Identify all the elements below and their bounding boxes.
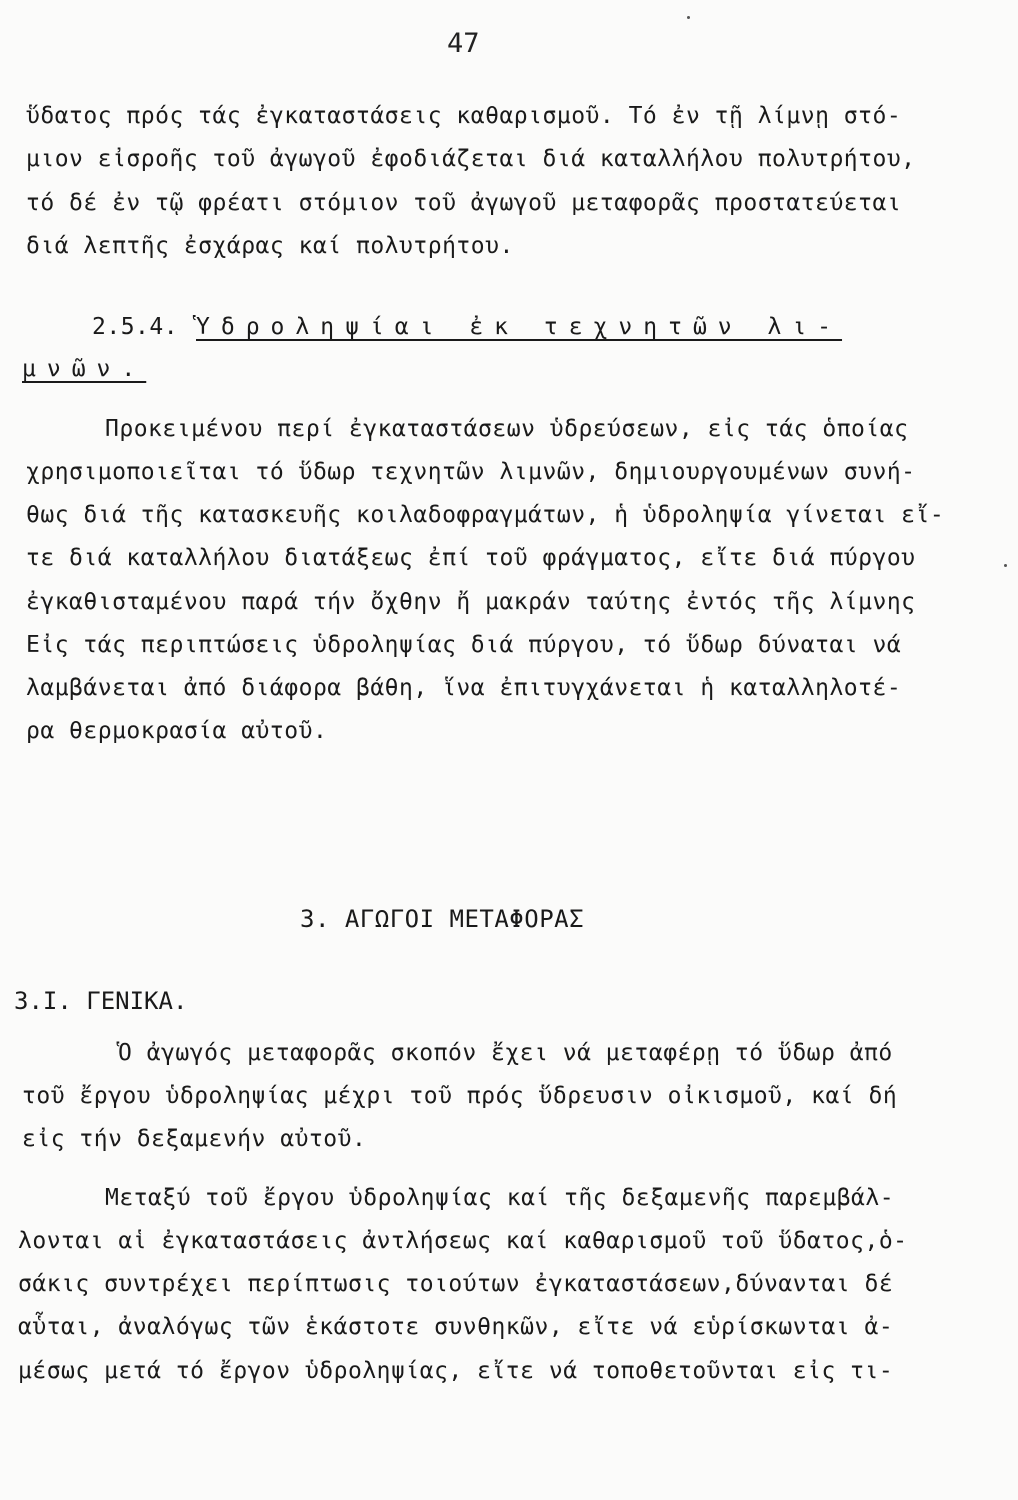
page-number: 47 xyxy=(447,28,480,59)
section-number: 2.5.4. xyxy=(92,314,179,340)
text-line: ἐγκαθισταμένου παρά τήν ὄχθην ἤ μακράν ταύτης ἐντός τῆς λίμνης xyxy=(26,589,916,615)
chapter-title: 3. ΑΓΩΓΟΙ ΜΕΤΑΦΟΡΑΣ xyxy=(300,905,585,933)
text-line: Μεταξύ τοῦ ἔργου ὑδροληψίας καί τῆς δεξαμενῆς παρεμβάλ- xyxy=(105,1185,895,1211)
text-line: θως διά τῆς κατασκευῆς κοιλαδοφραγμάτων, ἡ ὑδροληψία γίνεται εἴ- xyxy=(26,502,945,528)
text-line: διά λεπτῆς ἐσχάρας καί πολυτρήτου. xyxy=(26,233,514,259)
text-line: σάκις συντρέχει περίπτωσις τοιούτων ἐγκαταστάσεων,δύνανται δέ xyxy=(18,1271,894,1297)
text-line: μιον εἰσροῆς τοῦ ἀγωγοῦ ἐφοδιάζεται διά καταλλήλου πολυτρήτου, xyxy=(26,146,916,172)
text-line: Ὁ ἀγωγός μεταφορᾶς σκοπόν ἔχει νά μεταφέρῃ τό ὕδωρ ἀπό xyxy=(118,1040,893,1066)
text-line: τε διά καταλλήλου διατάξεως ἐπί τοῦ φράγματος, εἴτε διά πύργου xyxy=(26,545,916,571)
text-line: Εἰς τάς περιπτώσεις ὑδροληψίας διά πύργου, τό ὕδωρ δύναται νά xyxy=(26,632,902,658)
text-line: λαμβάνεται ἀπό διάφορα βάθη, ἵνα ἐπιτυγχάνεται ἡ καταλληλοτέ- xyxy=(26,675,902,701)
text-line: μέσως μετά τό ἔργον ὑδροληψίας, εἴτε νά τοποθετοῦνται εἰς τι- xyxy=(18,1358,894,1384)
text-line: λονται αἱ ἐγκαταστάσεις ἀντλήσεως καί καθαρισμοῦ τοῦ ὕδατος,ὁ- xyxy=(18,1228,908,1254)
text-line: ρα θερμοκρασία αὐτοῦ. xyxy=(26,718,328,744)
text-line: τοῦ ἔργου ὑδροληψίας μέχρι τοῦ πρός ὕδρευσιν οἰκισμοῦ, καί δή xyxy=(22,1083,898,1109)
subsection-title: 3.Ι. ΓΕΝΙΚΑ. xyxy=(14,987,188,1015)
text-line: ὕδατος πρός τάς ἐγκαταστάσεις καθαρισμοῦ. Τό ἐν τῇ λίμνῃ στό- xyxy=(26,103,902,129)
section-title-line1: Ὑδροληψίαι ἐκ τεχνητῶν λι- xyxy=(196,314,843,340)
scan-speck xyxy=(687,16,690,19)
text-line: εἰς τήν δεξαμενήν αὐτοῦ. xyxy=(22,1126,367,1152)
section-title-line2: μνῶν. xyxy=(22,356,147,382)
text-line: αὗται, ἀναλόγως τῶν ἑκάστοτε συνθηκῶν, εἴτε νά εὑρίσκωνται ἀ- xyxy=(18,1314,894,1340)
text-line: χρησιμοποιεῖται τό ὕδωρ τεχνητῶν λιμνῶν, δημιουργουμένων συνή- xyxy=(26,459,916,485)
text-line: τό δέ ἐν τῷ φρέατι στόμιον τοῦ ἀγωγοῦ μεταφορᾶς προστατεύεται xyxy=(26,190,902,216)
scan-speck xyxy=(1004,564,1007,567)
text-line: Προκειμένου περί ἐγκαταστάσεων ὑδρεύσεων, εἰς τάς ὁποίας xyxy=(105,416,909,442)
